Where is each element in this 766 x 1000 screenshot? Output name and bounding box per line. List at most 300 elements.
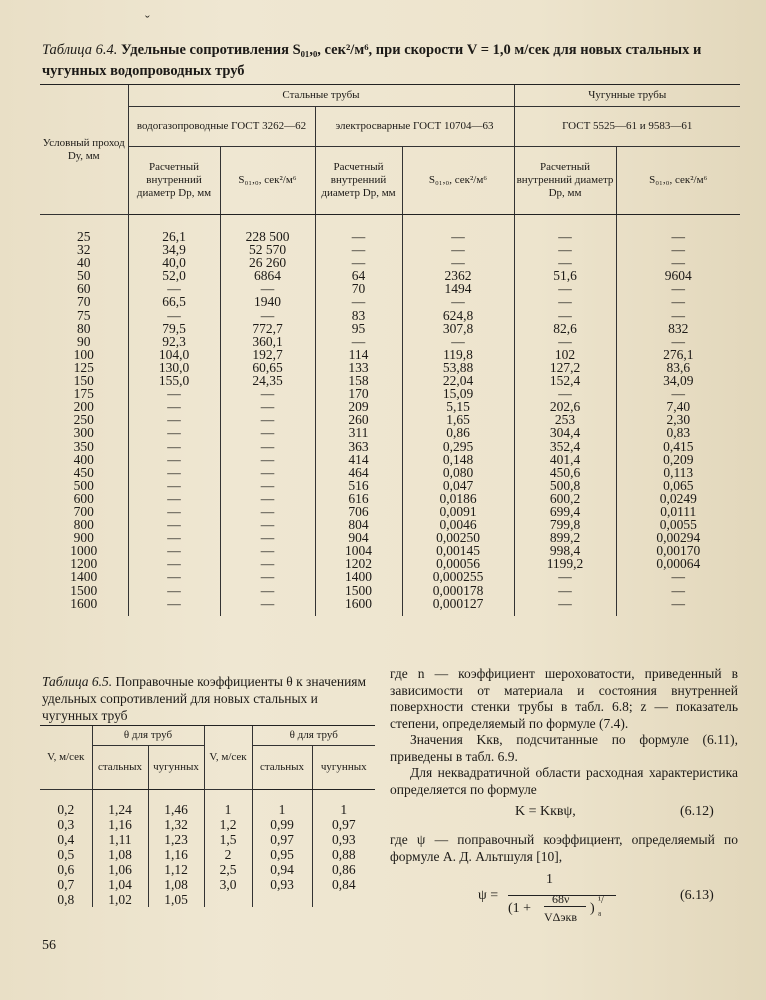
table-cell: 24,35	[220, 374, 315, 387]
table-cell: 250	[73, 412, 94, 428]
table-row	[40, 215, 740, 244]
table-row	[40, 466, 740, 479]
table-cell: —	[128, 570, 220, 583]
table-cell: —	[128, 584, 220, 597]
table-cell: 0,95	[252, 847, 312, 862]
table-row	[40, 440, 740, 453]
table-row	[40, 413, 740, 426]
table-cell: 75	[77, 307, 91, 323]
table-cell: 464	[315, 466, 402, 479]
table-cell: —	[315, 243, 402, 256]
table-cell: 500	[73, 477, 94, 493]
table-cell: —	[128, 453, 220, 466]
table-cell: 66,5	[128, 295, 220, 308]
table-cell: 0,080	[402, 466, 514, 479]
table-cell: 1500	[315, 584, 402, 597]
table-cell: —	[128, 479, 220, 492]
table-cell: 125	[73, 359, 94, 375]
head-diam: Расчетный внутренний диаметр Dр, мм	[128, 147, 220, 215]
table-cell: —	[220, 440, 315, 453]
table-cell: —	[315, 215, 402, 244]
head-s0: S₀₁,₀, сек²/м⁶	[220, 147, 315, 215]
table-cell: 1,02	[92, 892, 148, 907]
table-cell: 500,8	[514, 479, 616, 492]
table-cell: 0,000127	[402, 597, 514, 616]
table-cell: 209	[315, 400, 402, 413]
caption-text: Поправочные коэффициенты θ к значениям удельных сопротивлений для новых стальных и чугунных труб	[42, 674, 367, 723]
table-cell: —	[128, 309, 220, 322]
table-cell: 80	[77, 320, 91, 336]
head-diam: Расчетный внутренний диаметр Dр, мм	[514, 147, 616, 215]
table-cell: —	[616, 282, 740, 295]
table-cell: —	[128, 282, 220, 295]
table-cell: 0,0186	[402, 492, 514, 505]
table-cell: 998,4	[514, 544, 616, 557]
paragraph: где ψ — поправочный коэффициент, определяемый по формуле А. Д. Альтшуля [10],	[390, 832, 738, 864]
table-cell: 1,5	[204, 832, 252, 847]
table-cell: —	[616, 335, 740, 348]
table-cell: —	[616, 584, 740, 597]
table-cell: —	[616, 215, 740, 244]
table-cell: 0,94	[252, 862, 312, 877]
table-cell	[252, 892, 312, 907]
table-cell: 276,1	[616, 348, 740, 361]
table-row	[40, 570, 740, 583]
head-theta: θ для труб	[92, 726, 204, 746]
table-cell: —	[220, 426, 315, 439]
table-cell: 799,8	[514, 518, 616, 531]
table-cell: —	[128, 400, 220, 413]
table-cell: 304,4	[514, 426, 616, 439]
table-row	[40, 790, 375, 818]
table-row	[40, 361, 740, 374]
table-cell: 2,5	[204, 862, 252, 877]
table-cell: —	[128, 544, 220, 557]
table-cell: 1,32	[148, 817, 204, 832]
table-cell: 90	[77, 333, 91, 349]
table-cell: 401,4	[514, 453, 616, 466]
head-v: V, м/сек	[40, 726, 92, 790]
caption-label: Таблица 6.4.	[42, 42, 118, 58]
table-row	[40, 348, 740, 361]
table-cell: 772,7	[220, 322, 315, 335]
table-cell: 228 500	[220, 215, 315, 244]
table-cell: —	[220, 466, 315, 479]
table-cell: 114	[315, 348, 402, 361]
head-diam: Расчетный внутренний диаметр Dр, мм	[315, 147, 402, 215]
table-cell: —	[514, 597, 616, 616]
table-cell: 5,15	[402, 400, 514, 413]
table-row	[40, 544, 740, 557]
table-cell: 1,04	[92, 877, 148, 892]
table-6-4-body	[40, 215, 740, 616]
table-row	[40, 492, 740, 505]
formula-lhs: ψ =	[478, 888, 499, 903]
table-row	[40, 282, 740, 295]
table-cell: 0,295	[402, 440, 514, 453]
table-cell: 83,6	[616, 361, 740, 374]
table-row	[40, 335, 740, 348]
table-cell: 0,065	[616, 479, 740, 492]
table-cell: 1,23	[148, 832, 204, 847]
table-cell: 170	[315, 387, 402, 400]
table-cell: —	[616, 295, 740, 308]
table-cell: 40,0	[128, 256, 220, 269]
table-row	[40, 400, 740, 413]
table-cell: 1400	[315, 570, 402, 583]
table-cell: 1200	[70, 556, 98, 572]
table-cell: 26,1	[128, 215, 220, 244]
table-cell: 0,113	[616, 466, 740, 479]
table-cell: 1,65	[402, 413, 514, 426]
head-cast-pipes: Чугунные трубы	[514, 85, 740, 107]
table-cell: 0,0249	[616, 492, 740, 505]
table-row	[40, 387, 740, 400]
table-cell: —	[220, 492, 315, 505]
table-cell: 450	[73, 464, 94, 480]
head-s0: S₀₁,₀, сек²/м⁶	[616, 147, 740, 215]
table-cell: 70	[315, 282, 402, 295]
head-esv: электросварные ГОСТ 10704—63	[315, 107, 514, 147]
table-cell	[204, 892, 252, 907]
table-cell: 516	[315, 479, 402, 492]
table-cell: —	[514, 570, 616, 583]
table-cell: 1199,2	[514, 557, 616, 570]
table-cell: 52 570	[220, 243, 315, 256]
table-cell: 70	[77, 294, 91, 310]
table-cell: 102	[514, 348, 616, 361]
head-v: V, м/сек	[204, 726, 252, 790]
table-cell: —	[128, 518, 220, 531]
table-cell: 0,5	[57, 847, 75, 862]
body-text	[390, 666, 738, 798]
head-steel: стальных	[92, 746, 148, 790]
table-cell: 0,0046	[402, 518, 514, 531]
table-cell: 307,8	[402, 322, 514, 335]
table-cell: —	[128, 492, 220, 505]
inner-fraction-bar	[544, 906, 586, 907]
table-cell: 202,6	[514, 400, 616, 413]
table-cell: 600,2	[514, 492, 616, 505]
table-cell: —	[220, 531, 315, 544]
table-cell: 26 260	[220, 256, 315, 269]
table-cell: 0,047	[402, 479, 514, 492]
table-cell: —	[402, 243, 514, 256]
table-cell: 53,88	[402, 361, 514, 374]
table-cell: —	[315, 256, 402, 269]
table-cell: 450,6	[514, 466, 616, 479]
table-cell: 0,84	[312, 877, 375, 892]
table-cell: 1	[312, 790, 375, 818]
table-cell: —	[220, 597, 315, 616]
table-6-4-caption	[42, 40, 732, 82]
table-cell: —	[514, 387, 616, 400]
table-cell: —	[220, 570, 315, 583]
table-cell: 1,08	[148, 877, 204, 892]
table-cell: 600	[73, 490, 94, 506]
table-row	[40, 531, 740, 544]
table-cell: —	[514, 215, 616, 244]
table-cell: 0,83	[616, 426, 740, 439]
table-6-4	[40, 84, 740, 616]
table-cell: 155,0	[128, 374, 220, 387]
table-cell: 1004	[315, 544, 402, 557]
table-cell: 0,86	[312, 862, 375, 877]
table-cell: —	[220, 544, 315, 557]
table-row	[40, 269, 740, 282]
table-cell: 414	[315, 453, 402, 466]
table-cell: —	[514, 584, 616, 597]
table-cell: 1400	[70, 569, 98, 585]
table-row	[40, 518, 740, 531]
table-cell: —	[402, 256, 514, 269]
table-cell: 0,93	[312, 832, 375, 847]
table-6-5-body	[40, 790, 375, 908]
formula-6-13-number: (6.13)	[680, 888, 714, 903]
table-cell: 25	[77, 229, 91, 244]
table-cell: —	[128, 466, 220, 479]
table-cell: 0,209	[616, 453, 740, 466]
table-cell: 0,0055	[616, 518, 740, 531]
table-cell: —	[616, 309, 740, 322]
table-cell: 0,2	[57, 802, 75, 817]
table-cell: 1494	[402, 282, 514, 295]
paragraph: Для неквадратичной области расходная характеристика определяется по формуле	[390, 765, 738, 797]
table-cell: 1,05	[148, 892, 204, 907]
table-cell: —	[315, 335, 402, 348]
table-cell: 363	[315, 440, 402, 453]
formula-frac-num: 68ν	[552, 892, 570, 906]
table-cell: 0,148	[402, 453, 514, 466]
table-cell: 1,24	[92, 790, 148, 818]
table-cell: 3,0	[204, 877, 252, 892]
table-cell: 51,6	[514, 269, 616, 282]
table-cell: 2362	[402, 269, 514, 282]
table-cell: 624,8	[402, 309, 514, 322]
table-cell: 1,16	[92, 817, 148, 832]
table-cell: 64	[315, 269, 402, 282]
head-steel-pipes: Стальные трубы	[128, 85, 514, 107]
table-cell: 50	[77, 268, 91, 284]
table-cell: —	[616, 570, 740, 583]
table-cell: 127,2	[514, 361, 616, 374]
table-cell: 904	[315, 531, 402, 544]
table-cell: 0,00294	[616, 531, 740, 544]
table-cell: —	[514, 282, 616, 295]
table-cell: 133	[315, 361, 402, 374]
table-cell: 2,30	[616, 413, 740, 426]
formula-den-b: )	[590, 901, 595, 916]
page-number: 56	[42, 938, 56, 953]
table-cell: —	[220, 387, 315, 400]
table-row	[40, 832, 375, 847]
table-cell: 95	[315, 322, 402, 335]
table-cell: 0,93	[252, 877, 312, 892]
table-cell: 200	[73, 399, 94, 415]
table-cell: —	[220, 453, 315, 466]
table-cell: 0,4	[57, 832, 75, 847]
table-cell: 82,6	[514, 322, 616, 335]
table-cell: —	[220, 479, 315, 492]
table-cell: —	[128, 413, 220, 426]
table-row	[40, 243, 740, 256]
table-cell: 7,40	[616, 400, 740, 413]
table-cell: 52,0	[128, 269, 220, 282]
table-cell: 1,46	[148, 790, 204, 818]
head-cast: чугунных	[312, 746, 375, 790]
table-cell: 1600	[315, 597, 402, 616]
table-cell: 60	[77, 281, 91, 297]
table-cell: 900	[73, 530, 94, 546]
table-cell: —	[220, 518, 315, 531]
table-cell: 32	[77, 242, 91, 258]
table-cell: 0,00250	[402, 531, 514, 544]
table-cell: 700	[73, 503, 94, 519]
head-nominal-bore: Условный проход Dу, мм	[40, 85, 128, 215]
table-row	[40, 309, 740, 322]
table-cell: 300	[73, 425, 94, 441]
table-cell: —	[128, 440, 220, 453]
table-cell: 0,99	[252, 817, 312, 832]
table-cell: 0,00064	[616, 557, 740, 570]
table-cell: —	[514, 243, 616, 256]
paragraph: Значения Kкв, подсчитанные по формуле (6.11), приведены в табл. 6.9.	[390, 732, 738, 764]
table-cell: 1,12	[148, 862, 204, 877]
table-row	[40, 892, 375, 907]
table-cell: 699,4	[514, 505, 616, 518]
paragraph: где n — коэффициент шероховатости, приведенный в зависимости от материала и состояния внутренней поверхности стенки трубы в табл. 6.8; z — показатель степени, определяемый по формуле (7.4).	[390, 666, 738, 731]
table-cell: 40	[77, 255, 91, 271]
table-cell: 1202	[315, 557, 402, 570]
table-cell: —	[220, 309, 315, 322]
table-cell: 1,06	[92, 862, 148, 877]
table-cell: 0,000255	[402, 570, 514, 583]
table-cell: —	[315, 295, 402, 308]
table-cell: 350	[73, 438, 94, 454]
table-cell: 130,0	[128, 361, 220, 374]
table-cell: 83	[315, 309, 402, 322]
table-cell: 832	[616, 322, 740, 335]
formula-6-12-number: (6.12)	[680, 804, 714, 819]
table-cell: —	[402, 295, 514, 308]
table-cell: 0,97	[312, 817, 375, 832]
table-cell: 1,11	[92, 832, 148, 847]
table-cell: —	[220, 413, 315, 426]
table-cell: —	[128, 531, 220, 544]
table-cell: 79,5	[128, 322, 220, 335]
head-cast: чугунных	[148, 746, 204, 790]
table-row	[40, 847, 375, 862]
table-row	[40, 322, 740, 335]
table-cell: 260	[315, 413, 402, 426]
table-cell: 360,1	[220, 335, 315, 348]
table-row	[40, 295, 740, 308]
head-theta: θ для труб	[252, 726, 375, 746]
table-cell: 22,04	[402, 374, 514, 387]
table-cell: 104,0	[128, 348, 220, 361]
table-cell: 152,4	[514, 374, 616, 387]
table-cell: —	[402, 215, 514, 244]
head-gost-cast: ГОСТ 5525—61 и 9583—61	[514, 107, 740, 147]
table-cell: —	[616, 597, 740, 616]
table-cell: —	[616, 243, 740, 256]
table-cell: 1600	[70, 595, 98, 611]
table-row	[40, 557, 740, 570]
table-row	[40, 256, 740, 269]
formula-den-a: (1 +	[508, 901, 532, 916]
table-cell	[312, 892, 375, 907]
table-cell: —	[220, 584, 315, 597]
table-cell: 34,09	[616, 374, 740, 387]
table-row	[40, 426, 740, 439]
table-cell: 0,6	[57, 862, 75, 877]
table-row	[40, 862, 375, 877]
table-cell: 34,9	[128, 243, 220, 256]
table-cell: 899,2	[514, 531, 616, 544]
table-cell: 0,000178	[402, 584, 514, 597]
table-cell: 253	[514, 413, 616, 426]
table-cell: —	[616, 256, 740, 269]
table-cell: 100	[73, 346, 94, 362]
table-cell: 0,00145	[402, 544, 514, 557]
table-cell: 119,8	[402, 348, 514, 361]
table-cell: —	[220, 282, 315, 295]
table-row	[40, 505, 740, 518]
table-row	[40, 877, 375, 892]
table-cell: 706	[315, 505, 402, 518]
table-cell: 0,86	[402, 426, 514, 439]
table-cell: 1,16	[148, 847, 204, 862]
table-cell: —	[514, 256, 616, 269]
table-cell: 0,3	[57, 817, 75, 832]
table-cell: —	[514, 295, 616, 308]
table-6-5-caption	[42, 673, 372, 724]
table-6-5	[40, 725, 375, 907]
table-cell: 804	[315, 518, 402, 531]
table-row	[40, 453, 740, 466]
table-cell: 92,3	[128, 335, 220, 348]
table-cell: 0,415	[616, 440, 740, 453]
caption-label: Таблица 6.5.	[42, 674, 113, 689]
table-cell: 158	[315, 374, 402, 387]
table-cell: 1000	[70, 543, 98, 559]
table-cell: —	[128, 426, 220, 439]
head-vgp: водогазопроводные ГОСТ 3262—62	[128, 107, 315, 147]
table-cell: 1500	[70, 582, 98, 598]
table-cell: 192,7	[220, 348, 315, 361]
table-cell: 6864	[220, 269, 315, 282]
table-cell: 0,0091	[402, 505, 514, 518]
table-cell: 0,00056	[402, 557, 514, 570]
table-cell: 311	[315, 426, 402, 439]
caption-text: Удельные сопротивления S₀₁,₀, сек²/м⁶, при скорости V = 1,0 м/сек для новых стальных и чугунных водопроводных труб	[42, 42, 702, 79]
table-cell: 1940	[220, 295, 315, 308]
table-cell: 0,88	[312, 847, 375, 862]
table-cell: —	[128, 505, 220, 518]
table-row	[40, 374, 740, 387]
table-cell: 0,8	[57, 892, 75, 907]
formula-exp: ¹/₈	[598, 895, 604, 917]
table-cell: 616	[315, 492, 402, 505]
table-row	[40, 584, 740, 597]
table-cell: 1,08	[92, 847, 148, 862]
table-cell: 1,2	[204, 817, 252, 832]
page-mark: ˇ	[145, 14, 150, 29]
table-row	[40, 597, 740, 616]
table-cell: —	[220, 557, 315, 570]
head-s0: S₀₁,₀, сек²/м⁶	[402, 147, 514, 215]
table-cell: —	[514, 309, 616, 322]
